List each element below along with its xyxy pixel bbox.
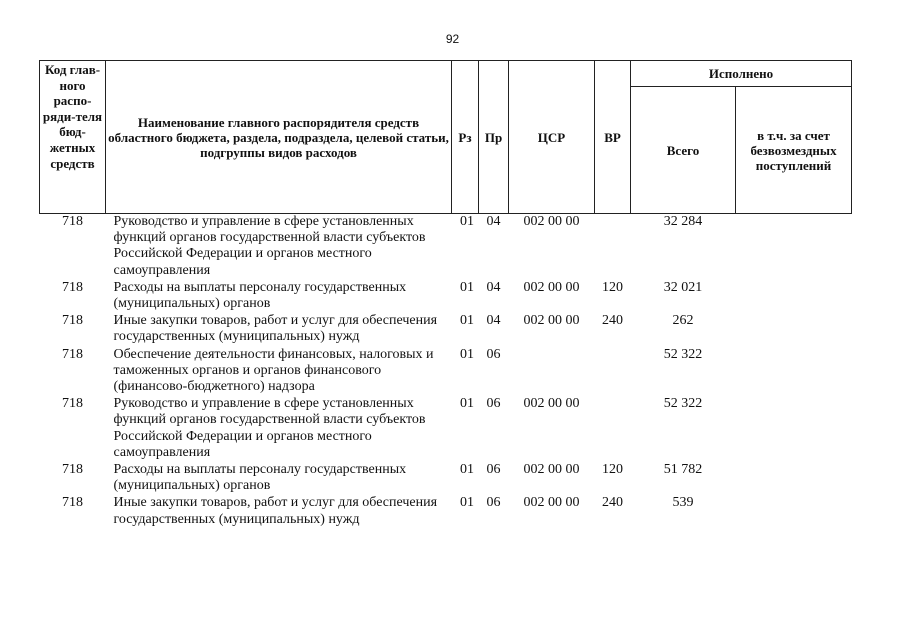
table-row bbox=[40, 313, 852, 346]
cell-total: 539 bbox=[672, 495, 694, 511]
cell-code: 718 bbox=[62, 313, 83, 329]
cell-vr bbox=[595, 347, 631, 397]
header-total: Всего bbox=[631, 87, 736, 214]
header-including: в т.ч. за счет безвозмездных поступлений bbox=[736, 87, 852, 214]
cell-rz: 01 bbox=[460, 495, 474, 511]
cell-total: 262 bbox=[672, 313, 694, 329]
cell-name: Руководство и управление в сфере установленных функций органов государственной власти субъектов Российской Федерации и органов местного самоуправления bbox=[113, 396, 426, 460]
cell-pr: 06 bbox=[486, 396, 501, 412]
table-row bbox=[40, 495, 852, 528]
cell-vr: 120 bbox=[602, 279, 623, 295]
cell-pr: 06 bbox=[486, 462, 501, 478]
cell-rz: 01 bbox=[460, 396, 474, 412]
cell-pr: 04 bbox=[486, 313, 501, 329]
table-row bbox=[40, 280, 852, 313]
cell-rz: 01 bbox=[460, 214, 474, 229]
cell-name: Иные закупки товаров, работ и услуг для обеспечения государственных (муниципальных) нужд bbox=[113, 313, 438, 345]
page-number: 92 bbox=[445, 32, 460, 46]
header-name: Наименование главного распорядителя средств областного бюджета, раздела, подраздела, целевой статьи, подгруппы видов расходов bbox=[106, 61, 452, 214]
cell-rz: 01 bbox=[460, 462, 474, 478]
cell-name: Расходы на выплаты персоналу государственных (муниципальных) органов bbox=[113, 462, 407, 494]
cell-code: 718 bbox=[62, 495, 83, 511]
cell-name: Обеспечение деятельности финансовых, налоговых и таможенных органов и органов финансового (финансово-бюджетного) надзора bbox=[113, 346, 434, 395]
header-vr: ВР bbox=[595, 61, 631, 214]
cell-rz: 01 bbox=[460, 279, 474, 295]
cell-code: 718 bbox=[62, 462, 83, 478]
cell-code: 718 bbox=[62, 214, 83, 229]
cell-total: 32 284 bbox=[663, 214, 703, 229]
cell-csr: 002 00 00 bbox=[523, 214, 580, 229]
table-row bbox=[40, 347, 852, 397]
cell-including bbox=[736, 495, 852, 528]
cell-vr: 240 bbox=[602, 495, 623, 511]
table-body bbox=[40, 214, 852, 529]
cell-including bbox=[736, 280, 852, 313]
cell-including bbox=[736, 396, 852, 462]
header-code: Код глав-ного распо-ряди-теля бюд-жетных средств bbox=[40, 61, 106, 214]
table-row bbox=[40, 214, 852, 280]
cell-csr: 002 00 00 bbox=[523, 279, 580, 295]
cell-name: Руководство и управление в сфере установленных функций органов государственной власти субъектов Российской Федерации и органов местного самоуправления bbox=[113, 214, 426, 278]
cell-name: Расходы на выплаты персоналу государственных (муниципальных) органов bbox=[113, 279, 407, 312]
cell-pr: 04 bbox=[486, 279, 501, 295]
cell-csr: 002 00 00 bbox=[523, 396, 580, 412]
cell-total: 52 322 bbox=[663, 396, 703, 412]
cell-vr: 120 bbox=[602, 462, 623, 478]
cell-rz: 01 bbox=[460, 313, 474, 329]
cell-name: Иные закупки товаров, работ и услуг для обеспечения государственных (муниципальных) нужд bbox=[113, 495, 438, 527]
cell-code: 718 bbox=[62, 346, 83, 362]
table-row bbox=[40, 396, 852, 462]
cell-vr bbox=[595, 396, 631, 462]
cell-including bbox=[736, 347, 852, 397]
cell-pr: 06 bbox=[486, 495, 501, 511]
cell-csr bbox=[509, 347, 595, 397]
cell-pr: 04 bbox=[486, 214, 501, 229]
cell-code: 718 bbox=[62, 396, 83, 412]
header-pr: Пр bbox=[479, 61, 509, 214]
cell-csr: 002 00 00 bbox=[523, 313, 580, 329]
cell-including bbox=[736, 462, 852, 495]
table-row bbox=[40, 462, 852, 495]
header-csr: ЦСР bbox=[509, 61, 595, 214]
cell-vr: 240 bbox=[602, 313, 623, 329]
cell-total: 32 021 bbox=[663, 279, 703, 295]
cell-csr: 002 00 00 bbox=[523, 495, 580, 511]
cell-including bbox=[736, 313, 852, 346]
header-executed: Исполнено bbox=[631, 61, 852, 87]
cell-rz: 01 bbox=[460, 346, 474, 362]
budget-table bbox=[39, 60, 852, 529]
cell-csr: 002 00 00 bbox=[523, 462, 580, 478]
cell-including bbox=[736, 214, 852, 280]
cell-vr bbox=[595, 214, 631, 280]
cell-code: 718 bbox=[62, 279, 83, 295]
table-header bbox=[40, 61, 852, 214]
cell-total: 52 322 bbox=[663, 346, 703, 362]
header-rz: Рз bbox=[452, 61, 479, 214]
cell-total: 51 782 bbox=[663, 462, 703, 478]
cell-pr: 06 bbox=[486, 346, 501, 362]
